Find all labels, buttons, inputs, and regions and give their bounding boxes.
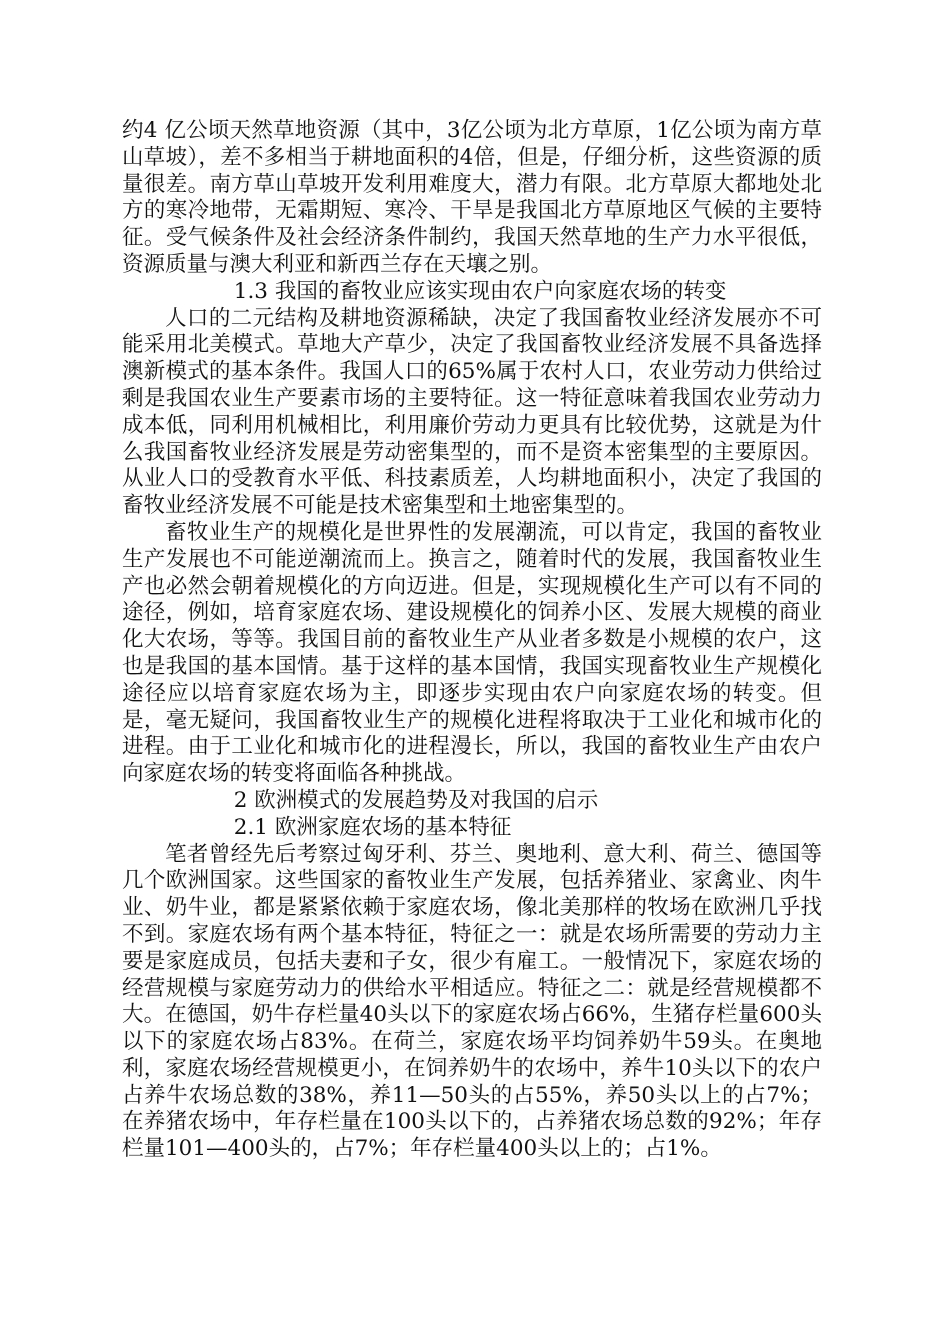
paragraph-grassland-resources: 约4 亿公顷天然草地资源（其中，3亿公顷为北方草原，1亿公顷为南方草山草坡），差不多相当于耕地面积的4倍，但是，仔细分析，这些资源的质量很差。南方草山草坡开发利用难度大，潜力有限。北方草原大都地处北方的寒冷地带，无霜期短、寒冷、干旱是我国北方草原地区气候的主要特征。受气候条件及社会经济条件制约，我国天然草地的生产力水平很低，资源质量与澳大利亚和新西兰存在天壤之别。: [122, 118, 822, 277]
section-heading-1-3: 1.3 我国的畜牧业应该实现由农户向家庭农场的转变: [233, 278, 727, 304]
paragraph-population-structure: 人口的二元结构及耕地资源稀缺，决定了我国畜牧业经济发展亦不可能采用北美模式。草地大产草少，决定了我国畜牧业经济发展不具备选择澳新模式的基本条件。我国人口的65%属于农村人口，农业劳动力供给过剩是我国农业生产要素市场的主要特征。这一特征意味着我国农业劳动力成本低，同利用机械相比，利用廉价劳动力更具有比较优势，这就是为什么我国畜牧业经济发展是劳动密集型的，而不是资本密集型的主要原因。从业人口的受教育水平低、科技素质差，人均耕地面积小，决定了我国的畜牧业经济发展不可能是技术密集型和土地密集型的。: [122, 305, 822, 519]
paragraph-european-family-farms: 笔者曾经先后考察过匈牙利、芬兰、奥地利、意大利、荷兰、德国等几个欧洲国家。这些国家的畜牧业生产发展，包括养猪业、家禽业、肉牛业、奶牛业，都是紧紧依赖于家庭农场，像北美那样的牧场在欧洲几乎找不到。家庭农场有两个基本特征，特征之一：就是农场所需要的劳动力主要是家庭成员，包括夫妻和子女，很少有雇工。一般情况下，家庭农场的经营规模与家庭劳动力的供给水平相适应。特征之二：就是经营规模都不大。在德国，奶牛存栏量40头以下的家庭农场占66%，生猪存栏量600头以下的家庭农场占83%。在荷兰，家庭农场平均饲养奶牛59头。在奥地利，家庭农场经营规模更小，在饲养奶牛的农场中，养牛10头以下的农户占养牛农场总数的38%，养11—50头的占55%，养50头以上的占7%；在养猪农场中，年存栏量在100头以下的，占养猪农场总数的92%；年存栏量101—400头的，占7%；年存栏量400头以上的；占1%。: [122, 841, 822, 1162]
paragraph-scale-trend: 畜牧业生产的规模化是世界性的发展潮流，可以肯定，我国的畜牧业生产发展也不可能逆潮流而上。换言之，随着时代的发展，我国畜牧业生产也必然会朝着规模化的方向迈进。但是，实现规模化生产可以有不同的途径，例如，培育家庭农场、建设规模化的饲养小区、发展大规模的商业化大农场，等等。我国目前的畜牧业生产从业者多数是小规模的农户，这也是我国的基本国情。基于这样的基本国情，我国实现畜牧业生产规模化途径应以培育家庭农场为主，即逐步实现由农户向家庭农场的转变。但是，毫无疑问，我国畜牧业生产的规模化进程将取决于工业化和城市化的进程。由于工业化和城市化的进程漫长，所以，我国的畜牧业生产由农户向家庭农场的转变将面临各种挑战。: [122, 519, 822, 787]
document-body: [122, 118, 822, 1163]
section-heading-2: 2 欧洲模式的发展趋势及对我国的启示: [233, 787, 599, 813]
section-heading-2-1: 2.1 欧洲家庭农场的基本特征: [233, 814, 512, 840]
